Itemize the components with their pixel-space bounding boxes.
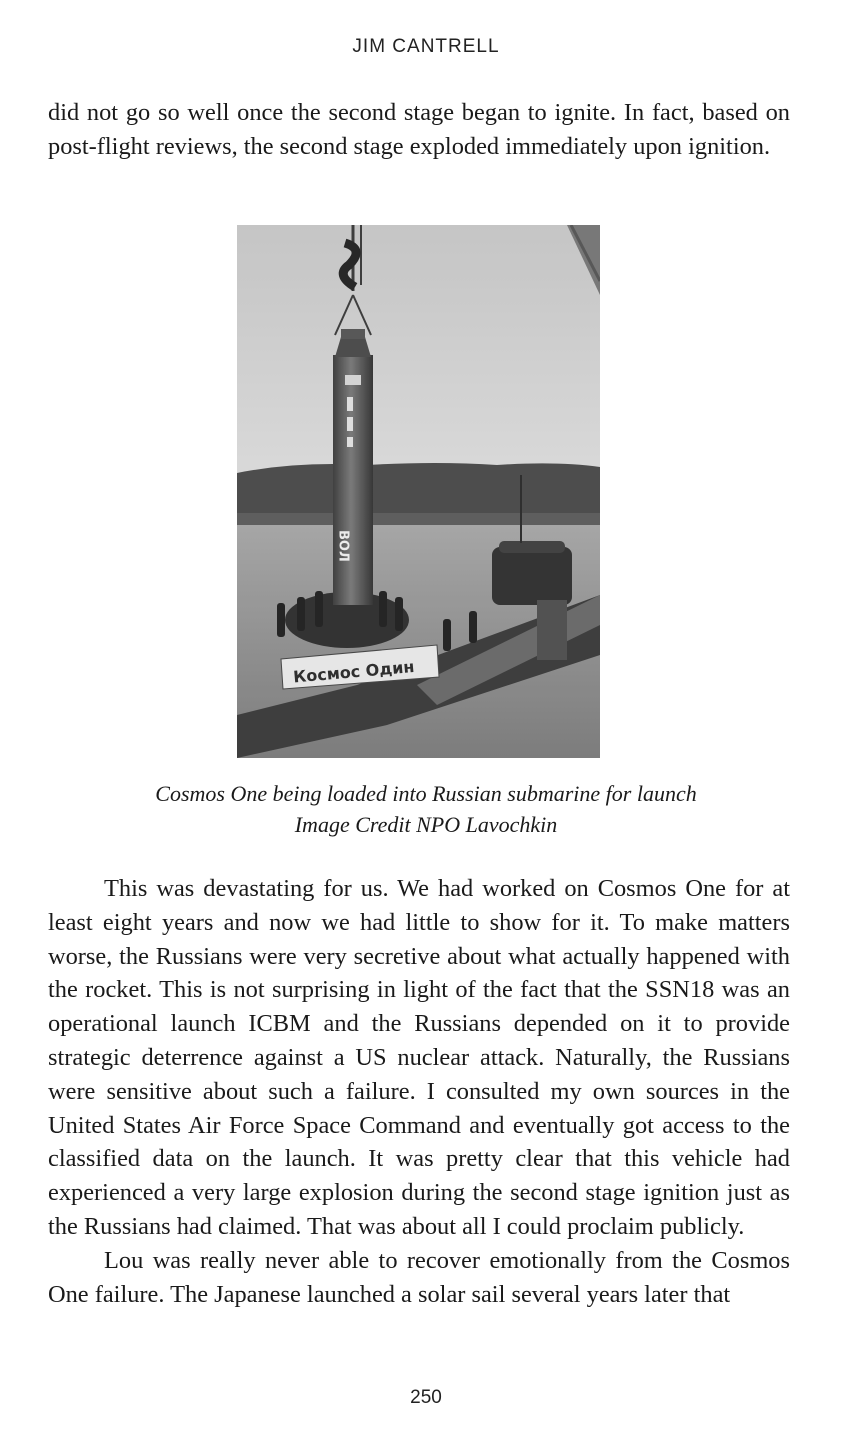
page-number: 250: [410, 1387, 442, 1408]
caption-title: Cosmos One being loaded into Russian submarine for launch: [155, 781, 697, 806]
continued-paragraph-block: [48, 96, 790, 164]
paragraph: Lou was really never able to recover emotionally from the Cosmos One failure. The Japanese launched a solar sail several years later that: [48, 1246, 790, 1308]
paragraph: did not go so well once the second stage began to ignite. In fact, based on post-flight reviews, the second stage exploded immediately upon ignition.: [48, 99, 790, 160]
caption-credit: Image Credit NPO Lavochkin: [294, 812, 558, 837]
figure-caption: [0, 778, 852, 840]
banner-text: Космос Один: [292, 657, 416, 687]
rocket-lettering: ВОЛ: [335, 530, 351, 562]
photo-illustration: [237, 225, 600, 758]
paragraph: This was devastating for us. We had worked on Cosmos One for at least eight years and now we had little to show for it. To make matters worse, the Russians were very secretive about what actually happened with the rocket. This is not surprising in light of the fact that the SSN18 was an operational launch ICBM and the Russians depended on it to provide strategic deterrence against a US nuclear attack. Naturally, the Russians were sensitive about such a failure. I consulted my own sources in the United States Air Force Space Command and eventually got access to the classified data on the launch. It was pretty clear that this vehicle had experienced a very large explosion during the second stage ignition just as the Russians had claimed. That was about all I could proclaim publicly.: [48, 875, 790, 1240]
submarine-rocket-photo: [237, 225, 600, 758]
body-paragraph-block: [48, 872, 790, 1311]
running-head: JIM CANTRELL: [352, 36, 500, 57]
